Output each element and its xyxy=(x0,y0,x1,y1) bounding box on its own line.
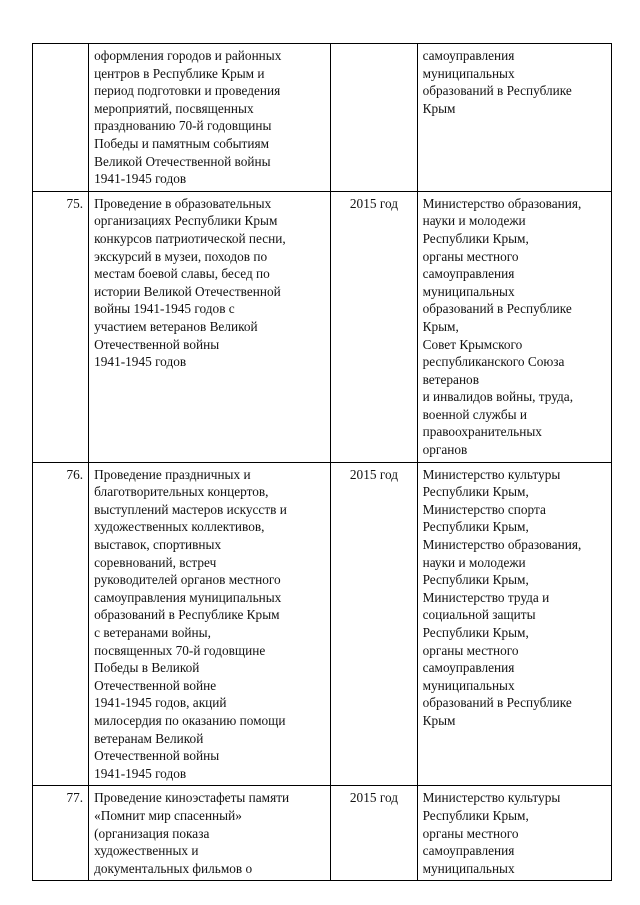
responsible-line: самоуправления xyxy=(422,266,515,282)
event-line: 1941-1945 годов xyxy=(94,765,187,781)
event-line: соревнований, встреч xyxy=(94,554,217,570)
term-cell xyxy=(331,44,417,192)
table-row xyxy=(33,462,612,786)
responsible-line: муниципальных xyxy=(422,860,515,876)
responsible-line: Республики Крым, xyxy=(422,230,529,246)
responsible-line: образований в Республике xyxy=(422,695,572,711)
event-line: благотворительных концертов, xyxy=(94,484,269,500)
responsible-line: органы местного xyxy=(422,248,519,264)
responsible-line: муниципальных xyxy=(422,677,515,693)
responsible-line: Республики Крым, xyxy=(422,572,529,588)
responsible-line: Крым xyxy=(422,712,456,728)
event-cell xyxy=(89,44,331,192)
event-line: выставок, спортивных xyxy=(94,537,222,553)
responsible-line: Министерство культуры xyxy=(422,790,561,806)
event-line: «Помнит мир спасенный» xyxy=(94,807,242,823)
event-cell xyxy=(89,786,331,881)
responsible-line: муниципальных xyxy=(422,65,515,81)
responsible-line: военной службы и xyxy=(422,406,527,422)
responsible-cell xyxy=(417,462,611,786)
event-line: 1941-1945 годов, акций xyxy=(94,695,227,711)
event-line: оформления городов и районных xyxy=(94,48,282,63)
responsible-line: органы местного xyxy=(422,642,519,658)
event-line: организациях Республики Крым xyxy=(94,213,278,229)
event-line: Проведение киноэстафеты памяти xyxy=(94,790,290,806)
event-line: выступлений мастеров искусств и xyxy=(94,501,287,517)
event-line: руководителей органов местного xyxy=(94,572,281,588)
responsible-line: Республики Крым, xyxy=(422,484,529,500)
responsible-line: Министерство образования, xyxy=(422,537,582,553)
table-row xyxy=(33,786,612,881)
event-line: Победы в Великой xyxy=(94,660,200,676)
responsible-line: Министерство труда и xyxy=(422,589,550,605)
responsible-line: Министерство культуры xyxy=(422,466,561,482)
responsible-line: социальной защиты xyxy=(422,607,536,623)
responsible-line: науки и молодежи xyxy=(422,554,526,570)
table-row xyxy=(33,44,612,192)
event-line: посвященных 70-й годовщине xyxy=(94,642,266,658)
table-row xyxy=(33,191,612,462)
row-number xyxy=(33,44,89,192)
responsible-cell xyxy=(417,191,611,462)
events-table xyxy=(32,43,612,881)
event-line: истории Великой Отечественной xyxy=(94,283,281,299)
event-line: экскурсий в музеи, походов по xyxy=(94,248,268,264)
responsible-line: Крым, xyxy=(422,318,459,334)
responsible-line: Республики Крым, xyxy=(422,807,529,823)
event-line: празднованию 70-й годовщины xyxy=(94,118,272,134)
event-line: участием ветеранов Великой xyxy=(94,318,258,334)
event-line: Отечественной войны xyxy=(94,336,220,352)
event-line: образований в Республике Крым xyxy=(94,607,280,623)
event-line: 1941-1945 годов xyxy=(94,171,187,187)
responsible-line: республиканского Союза xyxy=(422,354,565,370)
event-line: милосердия по оказанию помощи xyxy=(94,712,286,728)
term-cell: 2015 год xyxy=(331,786,417,881)
responsible-line: науки и молодежи xyxy=(422,213,526,229)
event-line: войны 1941-1945 годов с xyxy=(94,301,235,317)
responsible-cell xyxy=(417,44,611,192)
event-line: мероприятий, посвященных xyxy=(94,100,254,116)
event-line: документальных фильмов о xyxy=(94,860,253,876)
event-line: конкурсов патриотической песни, xyxy=(94,230,286,246)
term-cell: 2015 год xyxy=(331,462,417,786)
event-line: художественных коллективов, xyxy=(94,519,265,535)
responsible-line: образований в Республике xyxy=(422,301,572,317)
event-line: Проведение в образовательных xyxy=(94,195,272,211)
event-line: (организация показа xyxy=(94,825,210,841)
responsible-line: самоуправления xyxy=(422,48,515,63)
responsible-line: образований в Республике xyxy=(422,83,572,99)
responsible-line: Министерство спорта xyxy=(422,501,546,517)
responsible-line: муниципальных xyxy=(422,283,515,299)
responsible-line: самоуправления xyxy=(422,660,515,676)
responsible-line: Республики Крым, xyxy=(422,625,529,640)
responsible-line: Министерство образования, xyxy=(422,195,582,211)
event-line: Победы и памятным событиям xyxy=(94,135,270,151)
responsible-line: правоохранительных xyxy=(422,424,542,440)
event-line: Отечественной войны xyxy=(94,748,220,764)
event-cell xyxy=(89,191,331,462)
responsible-line: ветеранов xyxy=(422,371,479,387)
row-number: 77. xyxy=(33,786,89,881)
responsible-line: Совет Крымского xyxy=(422,336,523,352)
event-line: период подготовки и проведения xyxy=(94,83,281,99)
event-line: с ветеранами войны, xyxy=(94,625,211,640)
event-line: 1941-1945 годов xyxy=(94,354,187,370)
event-line: художественных и xyxy=(94,843,199,859)
event-line: Великой Отечественной войны xyxy=(94,153,271,169)
responsible-line: Республики Крым, xyxy=(422,519,529,535)
event-line: центров в Республике Крым и xyxy=(94,65,265,81)
responsible-line: органов xyxy=(422,442,468,458)
event-line: местам боевой славы, бесед по xyxy=(94,266,270,282)
responsible-line: самоуправления xyxy=(422,843,515,859)
term-cell: 2015 год xyxy=(331,191,417,462)
responsible-line: Крым xyxy=(422,100,456,116)
event-line: Отечественной войне xyxy=(94,677,217,693)
responsible-line: и инвалидов войны, труда, xyxy=(422,389,574,405)
event-cell xyxy=(89,462,331,786)
responsible-line: органы местного xyxy=(422,825,519,841)
responsible-cell xyxy=(417,786,611,881)
row-number: 75. xyxy=(33,191,89,462)
row-number: 76. xyxy=(33,462,89,786)
event-line: Проведение праздничных и xyxy=(94,466,251,482)
event-line: самоуправления муниципальных xyxy=(94,589,282,605)
event-line: ветеранам Великой xyxy=(94,730,204,746)
